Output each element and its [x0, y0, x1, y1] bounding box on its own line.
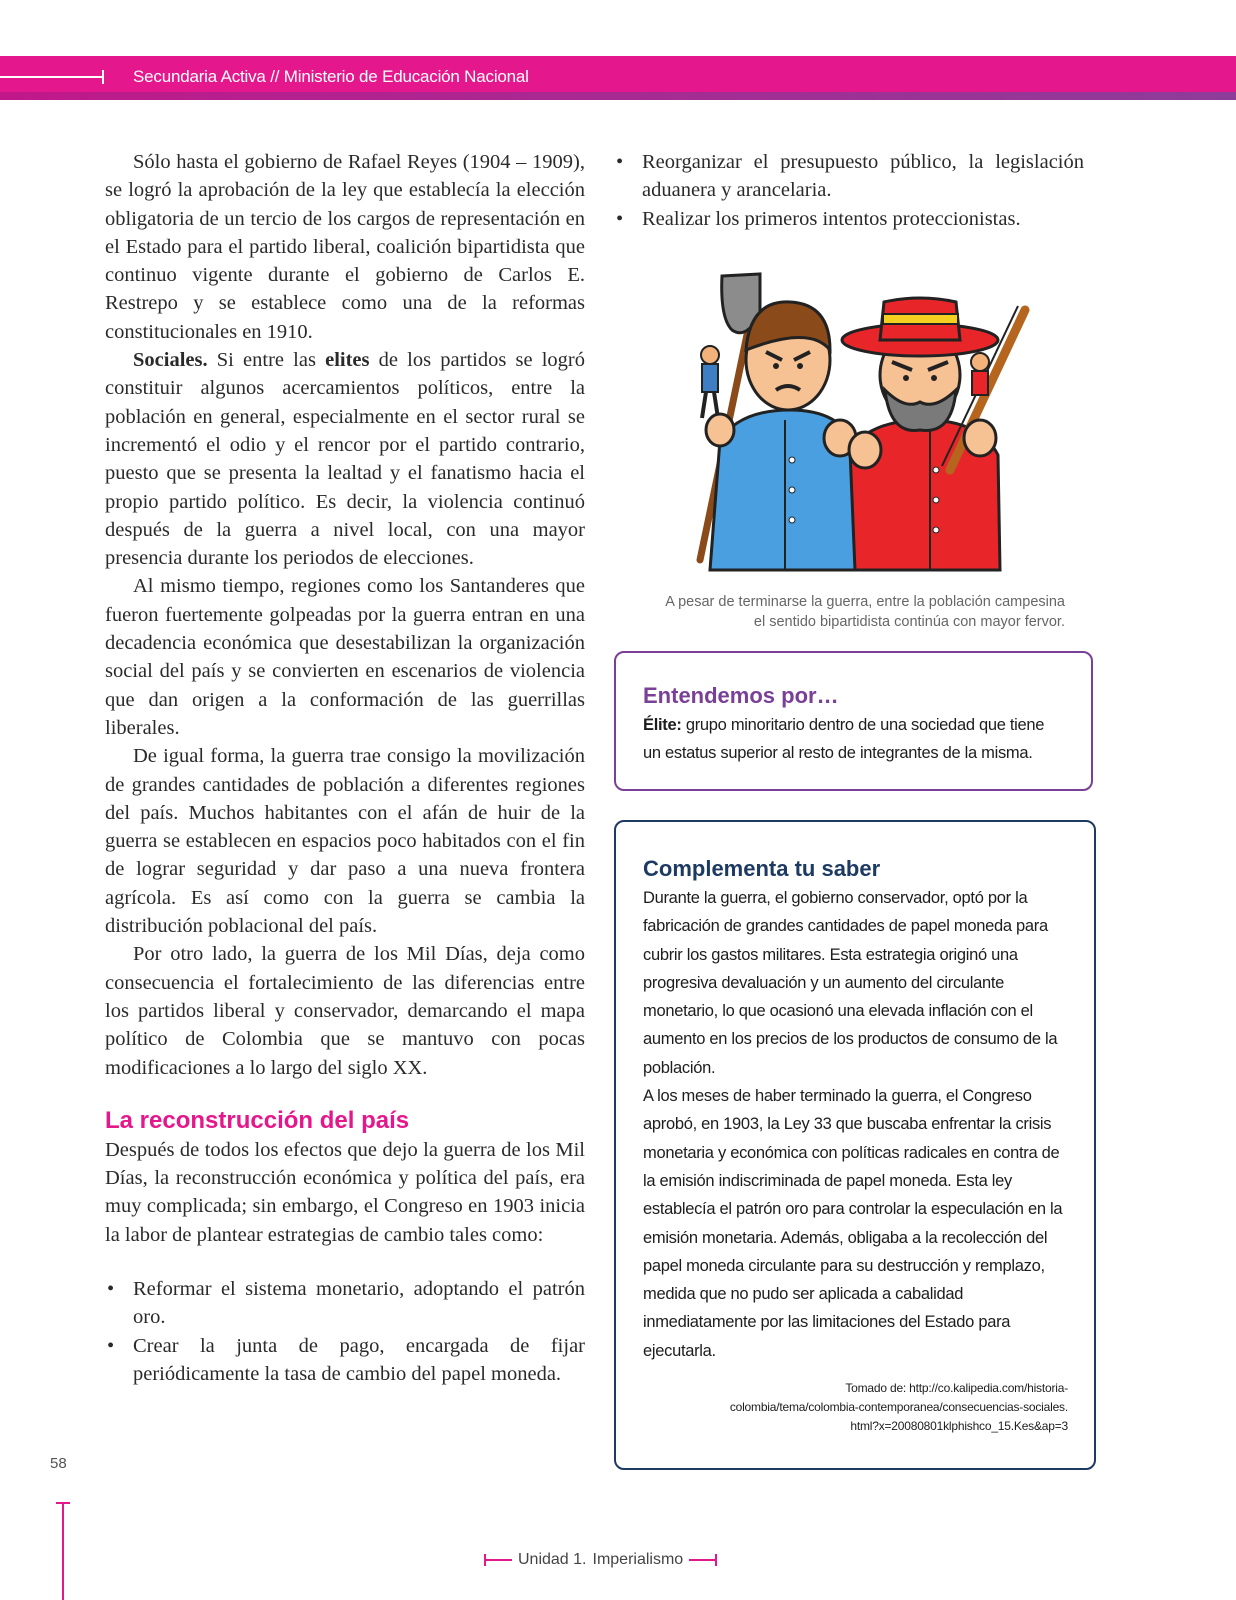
- sociales-text-a: Si entre las: [207, 349, 326, 372]
- list-item: • Crear la junta de pago, encargada de fijar periódicamente la tasa de cambio del papel moneda.: [105, 1332, 585, 1389]
- definition-title: Entendemos por…: [643, 683, 839, 708]
- paragraph-reyes: Sólo hasta el gobierno de Rafael Reyes (1904 – 1909), se logró la aprobación de la ley que establecía la elección obligatoria de un tercio de los cargos de representación en el Estado para el partido liberal, coalición bipartidista que continuo vigente durante el gobierno de Carlos E. Restrepo y se establece como una de la reformas constitucionales en 1910.: [105, 151, 585, 343]
- footer-unit-label: Unidad 1.: [518, 1551, 587, 1568]
- section-title: La reconstrucción del país: [105, 1106, 410, 1134]
- source-line: Tomado de: http://co.kalipedia.com/historia-: [845, 1381, 1068, 1396]
- header-tick: [102, 70, 104, 84]
- paragraph-sociales: [105, 346, 585, 572]
- list-item: • Realizar los primeros intentos proteccionistas.: [614, 205, 1084, 233]
- caption-line: A pesar de terminarse la guerra, entre la población campesina: [665, 594, 1065, 610]
- header-stripe: [0, 92, 1236, 100]
- side-rule: [62, 1502, 64, 1600]
- list-item: • Reorganizar el presupuesto público, la legislación aduanera y arancelaria.: [614, 148, 1084, 205]
- definition-term: Élite:: [643, 716, 682, 734]
- complement-paragraph: Durante la guerra, el gobierno conservador, optó por la fabricación de grandes cantidades de papel moneda para cubrir los gastos militares. Esta estrategia originó una progresiva devaluación y un aumento del circulante monetario, lo que ocasionó una elevada inflación con el aumento en los precios de los productos de consumo de la población.: [643, 889, 1058, 1077]
- definition-body: grupo minoritario dentro de una sociedad que tiene un estatus superior al resto de integrantes de la misma.: [643, 716, 1045, 762]
- source-line: html?x=20080801klphishco_15.Kes&ap=3: [850, 1419, 1068, 1434]
- list-item: • Reformar el sistema monetario, adoptando el patrón oro.: [105, 1275, 585, 1332]
- illustration-caption: [610, 592, 1065, 632]
- sociales-text-b: de los partidos se logró constituir algunos acercamientos políticos, entre la población en general, especialmente en el sector rural se incrementó el odio y el rencor por el partido contrario, puesto que se presenta la lealtad y el fanatismo hacia el propio partido político. Es decir, la violencia continuó después de la guerra a nivel local, con una mayor presencia durante los periodos de elecciones.: [105, 349, 585, 570]
- header-rule: [0, 76, 104, 78]
- footer: [484, 1551, 717, 1569]
- left-column: [105, 148, 585, 1388]
- source-line: colombia/tema/colombia-contemporanea/consecuencias-sociales.: [729, 1400, 1068, 1415]
- paragraph-reconstruccion: Después de todos los efectos que dejo la guerra de los Mil Días, la reconstrucción económica y política del país, era muy complicada; sin embargo, el Congreso en 1903 inicia la labor de plantear estrategias de cambio tales como:: [105, 1138, 585, 1246]
- footer-rule-left: [484, 1559, 512, 1561]
- header-title: Secundaria Activa // Ministerio de Educación Nacional: [133, 67, 529, 86]
- strategy-list-continued: [614, 148, 1084, 233]
- caption-line: el sentido bipartidista continúa con mayor fervor.: [753, 614, 1065, 630]
- sociales-lead: Sociales.: [133, 349, 208, 372]
- definition-box: [614, 651, 1093, 791]
- header-bar: [0, 56, 1236, 100]
- footer-rule-right: [689, 1559, 717, 1561]
- peasants-illustration: [680, 270, 1050, 580]
- source-citation: [643, 1379, 1068, 1436]
- paragraph-movilizacion: De igual forma, la guerra trae consigo la movilización de grandes cantidades de población a diferentes regiones del país. Muchos habitantes con el afán de huir de la guerra se establecen en espacios poco habitados con el fin de lograr seguridad y dar paso a una nueva frontera agrícola. Es así como con la guerra se cambia la distribución poblacional del país.: [105, 745, 585, 938]
- definition-text: [643, 711, 1065, 767]
- footer-unit-name: Imperialismo: [592, 1551, 684, 1568]
- paragraph-santanderes: Al mismo tiempo, regiones como los Santanderes que fueron fuertemente golpeadas por la guerra entran en una decadencia económica que desestabilizan la organización social del país y se convierten en escenarios de violencia que dan origen a la conformación de las guerrillas liberales.: [105, 575, 585, 739]
- paragraph-mil-dias: Por otro lado, la guerra de los Mil Días, deja como consecuencia el fortalecimiento de las diferencias entre los partidos liberal y conservador, demarcando el mapa político de Colombia que se mantuvo con pocas modificaciones a lo largo del siglo XX.: [105, 943, 585, 1079]
- strategy-list: [105, 1275, 585, 1388]
- complement-title: Complementa tu saber: [643, 856, 881, 881]
- complement-box: [614, 820, 1096, 1470]
- side-tick: [56, 1502, 70, 1504]
- complement-paragraph: A los meses de haber terminado la guerra, el Congreso aprobó, en 1903, la Ley 33 que buscaba enfrentar la crisis monetaria y económica con políticas radicales en contra de la emisión indiscriminada de papel moneda. Esta ley establecía el patrón oro para controlar la especulación en la emisión monetaria. Además, obligaba a la recolección del papel moneda circulante para su destrucción y remplazo, medida que no pudo ser aplicada a cabalidad inmediatamente por las limitaciones del Estado para ejecutarla.: [643, 1087, 1063, 1360]
- page-number: 58: [50, 1455, 67, 1472]
- elites-term: elites: [325, 349, 370, 372]
